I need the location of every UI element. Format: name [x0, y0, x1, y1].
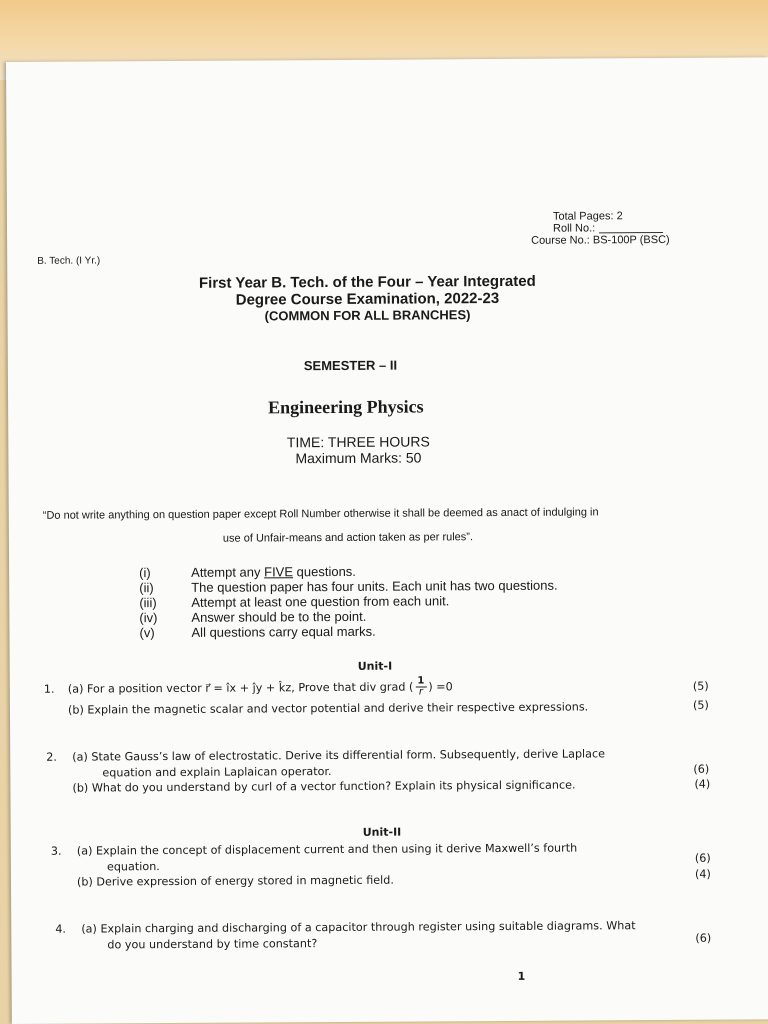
question-1a: (a) For a position vector r⃗ = îx + ĵy + k̂z, Prove that div grad ( $\frac{1}{r}$ ) =0 — [67, 675, 453, 698]
question-number: 2. — [46, 750, 57, 764]
question-3a-line2: equation. — [106, 859, 160, 873]
instruction-text: The question paper has four units. Each unit has two questions. — [191, 577, 558, 595]
fraction-one-over-r: $\frac{1}{r}$ — [415, 676, 426, 697]
instruction-item — [137, 578, 557, 596]
question-3a-line1: (a) Explain the concept of displacement current and then using it derive Maxwell’s fourth — [76, 841, 578, 858]
question-2a-line2: equation and explain Laplaican operator. — [102, 764, 332, 779]
common-branches: (COMMON FOR ALL BRANCHES) — [264, 307, 471, 324]
exam-title-line2: Degree Course Examination, 2022-23 — [235, 289, 500, 309]
header-meta — [531, 210, 670, 247]
instruction-number: (v) — [139, 625, 155, 641]
question-4a-line1: (a) Explain charging and discharging of a capacitor through register using suitable diagrams. What — [81, 919, 636, 936]
total-pages: Total Pages: 2 — [552, 210, 623, 223]
question-number: 3. — [50, 844, 62, 858]
question-2b: (b) What do you understand by curl of a vector function? Explain its physical significance. — [72, 778, 576, 795]
question-4 — [55, 918, 636, 953]
marks-2a: (6) — [693, 762, 710, 776]
question-3b: (b) Derive expression of energy stored in magnetic field. — [76, 873, 394, 889]
instructions-list — [137, 563, 558, 641]
time-duration: TIME: THREE HOURS — [286, 433, 430, 451]
roll-no-label: Roll No.: — [552, 222, 596, 235]
unit-heading-2: Unit-II — [362, 825, 402, 839]
marks-2b: (4) — [694, 777, 711, 791]
marks-1b: (5) — [692, 698, 709, 712]
question-1 — [44, 676, 453, 699]
instruction-emphasis: FIVE — [264, 564, 294, 580]
maximum-marks: Maximum Marks: 50 — [295, 449, 422, 467]
instruction-number: (ii) — [139, 580, 154, 596]
instruction-text: Attempt any FIVE questions. — [191, 563, 356, 580]
question-2 — [46, 746, 605, 796]
instruction-text: Attempt at least one question from each unit. — [191, 593, 450, 610]
instruction-number: (i) — [139, 565, 151, 581]
warning-line2: use of Unfair-means and action taken as per rules”. — [222, 531, 474, 545]
marks-1a: (5) — [692, 679, 709, 693]
question-3 — [51, 841, 578, 891]
marks-4a: (6) — [695, 931, 712, 945]
exam-title-block — [87, 272, 647, 324]
semester: SEMESTER – II — [303, 357, 398, 374]
page-number: 1 — [517, 969, 526, 983]
question-paper — [6, 57, 768, 1024]
question-2a-line1: (a) State Gauss’s law of electrostatic. Derive its differential form. Subsequently, derive Laplace — [72, 747, 606, 764]
instruction-item — [137, 623, 557, 641]
time-block — [248, 433, 468, 466]
question-number: 1. — [43, 682, 55, 696]
question-number: 4. — [55, 922, 67, 936]
marks-3b: (4) — [694, 867, 711, 881]
question-1b: (b) Explain the magnetic scalar and vector potential and derive their respective expressions. — [67, 700, 589, 717]
question-4a-line2: do you understand by time constant? — [107, 936, 318, 951]
instruction-text: Answer should be to the point. — [191, 608, 367, 625]
program-label: B. Tech. (I Yr.) — [37, 255, 101, 267]
course-no: Course No.: BS-100P (BSC) — [531, 233, 670, 247]
subject-title: Engineering Physics — [268, 396, 424, 418]
roll-no-blank — [599, 222, 663, 233]
marks-3a: (6) — [694, 851, 711, 865]
instruction-number: (iv) — [139, 610, 158, 626]
instruction-text: All questions carry equal marks. — [191, 623, 376, 640]
unit-heading-1: Unit-I — [357, 659, 393, 673]
exam-title-line1: First Year B. Tech. of the Four – Year Integrated — [198, 272, 536, 292]
warning-line1: “Do not write anything on question paper except Roll Number otherwise it shall be deemed as anact of indulging in — [42, 506, 599, 522]
roll-no-line — [553, 222, 670, 235]
instruction-number: (iii) — [139, 595, 157, 611]
